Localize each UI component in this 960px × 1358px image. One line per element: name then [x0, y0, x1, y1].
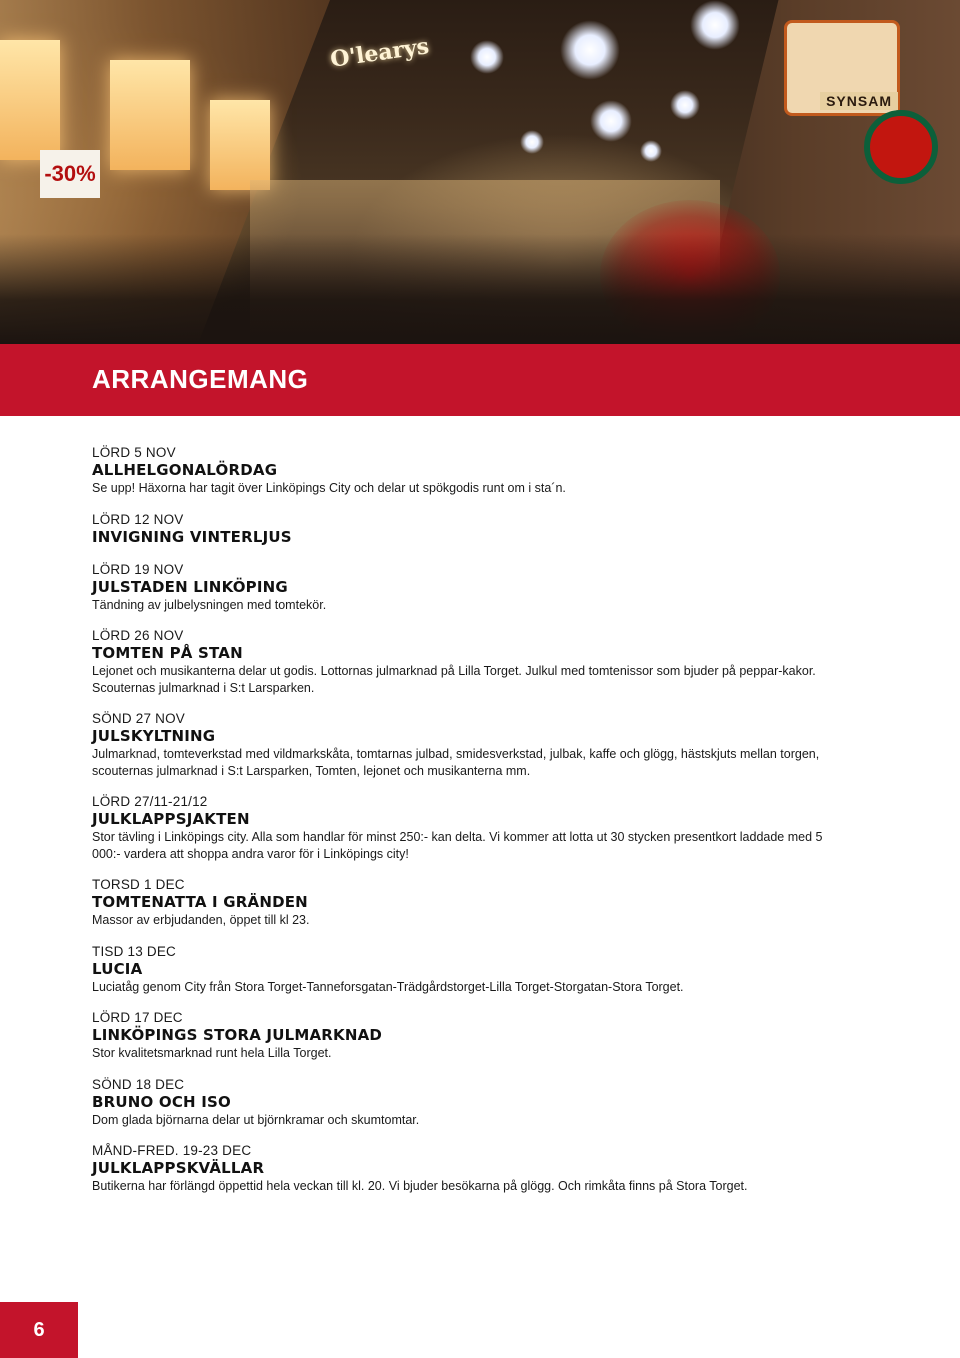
page-title: ARRANGEMANG	[92, 364, 309, 394]
event-item	[92, 876, 852, 929]
event-title: JULSTADEN LINKÖPING	[92, 577, 288, 596]
event-description: Butikerna har förlängd öppettid hela veckan till kl. 20. Vi bjuder besökarna på glögg. Och rimkåta finns på Stora Torget.	[92, 1179, 748, 1193]
christmas-light-ball	[520, 130, 544, 154]
event-date: SÖND 27 NOV	[92, 711, 185, 726]
event-title: JULSKYLTNING	[92, 727, 216, 745]
event-item	[92, 1009, 852, 1062]
event-description: Luciatåg genom City från Stora Torget-Tanneforsgatan-Trädgårdstorget-Lilla Torget-Storgatan-Stora Torget.	[92, 979, 684, 994]
event-title: JULKLAPPSKVÄLLAR	[92, 1159, 265, 1177]
christmas-light-ball	[560, 20, 620, 80]
event-item	[92, 943, 852, 996]
event-title: BRUNO OCH ISO	[92, 1092, 231, 1111]
event-date: LÖRD 27/11-21/12	[92, 794, 208, 809]
christmas-light-ball	[690, 0, 740, 50]
event-description: Stor tävling i Linköpings city. Alla som handlar för minst 250:- kan delta. Vi kommer att lotta ut 30 stycken presentkort laddade med 5 000:- vardera att shoppa andra varor för i Linköpings city!	[92, 830, 823, 861]
event-description: Julmarknad, tomteverkstad med vildmarkskåta, tomtarnas julbad, smidesverkstad, julbak, kaffe och glögg, hästskjuts mellan torgen, scouternas julmarknad i S:t Larsparken, Tomten, lejonet och musikanterna mm.	[92, 747, 820, 778]
event-item	[92, 710, 852, 779]
event-description: Dom glada björnarna delar ut björnkramar och skumtomtar.	[92, 1112, 420, 1127]
event-description: Se upp! Häxorna har tagit över Linköpings City och delar ut spökgodis runt om i sta´n.	[92, 481, 566, 495]
event-title: ALLHELGONALÖRDAG	[92, 461, 278, 479]
store-sign-synsam: SYNSAM	[820, 92, 898, 110]
event-date: LÖRD 26 NOV	[92, 628, 184, 643]
event-item	[92, 511, 852, 547]
event-title: LUCIA	[92, 959, 143, 978]
page-number: 6	[0, 1302, 78, 1358]
christmas-light-ball	[470, 40, 504, 74]
event-item	[92, 444, 852, 497]
sale-sign: -30%	[40, 150, 100, 198]
event-item	[92, 1142, 852, 1195]
event-item	[92, 627, 852, 696]
event-date: LÖRD 12 NOV	[92, 511, 184, 527]
title-band	[0, 344, 960, 416]
event-description: Stor kvalitetsmarknad runt hela Lilla Torget.	[92, 1046, 332, 1060]
event-date: TORSD 1 DEC	[92, 877, 185, 892]
event-title: TOMTENATTA I GRÄNDEN	[92, 893, 308, 911]
event-title: LINKÖPINGS STORA JULMARKNAD	[92, 1026, 383, 1044]
event-item	[92, 793, 852, 862]
event-date: LÖRD 17 DEC	[92, 1010, 183, 1025]
event-list	[92, 444, 852, 1209]
christmas-light-ball	[640, 140, 662, 162]
crowd-silhouettes	[0, 234, 960, 344]
event-date: LÖRD 19 NOV	[92, 561, 184, 577]
round-store-sign	[864, 110, 938, 184]
event-description: Lejonet och musikanterna delar ut godis. Lottornas julmarknad på Lilla Torget. Julkul med tomtenissor som bjuder på peppar-kakor. Scouternas julmarknad i S:t Larsparken.	[92, 664, 816, 695]
store-sign-olearys: O'learys	[328, 33, 431, 73]
event-title: JULKLAPPSJAKTEN	[92, 810, 250, 828]
event-description: Massor av erbjudanden, öppet till kl 23.	[92, 913, 310, 927]
event-title: INVIGNING VINTERLJUS	[92, 527, 292, 546]
shop-window	[210, 100, 270, 190]
shop-window	[0, 40, 60, 160]
event-date: LÖRD 5 NOV	[92, 445, 176, 460]
shop-window	[110, 60, 190, 170]
event-item	[92, 561, 852, 614]
event-item	[92, 1076, 852, 1129]
event-date: MÅND-FRED. 19-23 DEC	[92, 1143, 252, 1158]
event-title: TOMTEN PÅ STAN	[92, 644, 243, 662]
event-date: SÖND 18 DEC	[92, 1076, 185, 1092]
event-description: Tändning av julbelysningen med tomtekör.	[92, 597, 327, 612]
christmas-light-ball	[590, 100, 632, 142]
hero-photo	[0, 0, 960, 344]
christmas-light-ball	[670, 90, 700, 120]
event-date: TISD 13 DEC	[92, 943, 176, 959]
